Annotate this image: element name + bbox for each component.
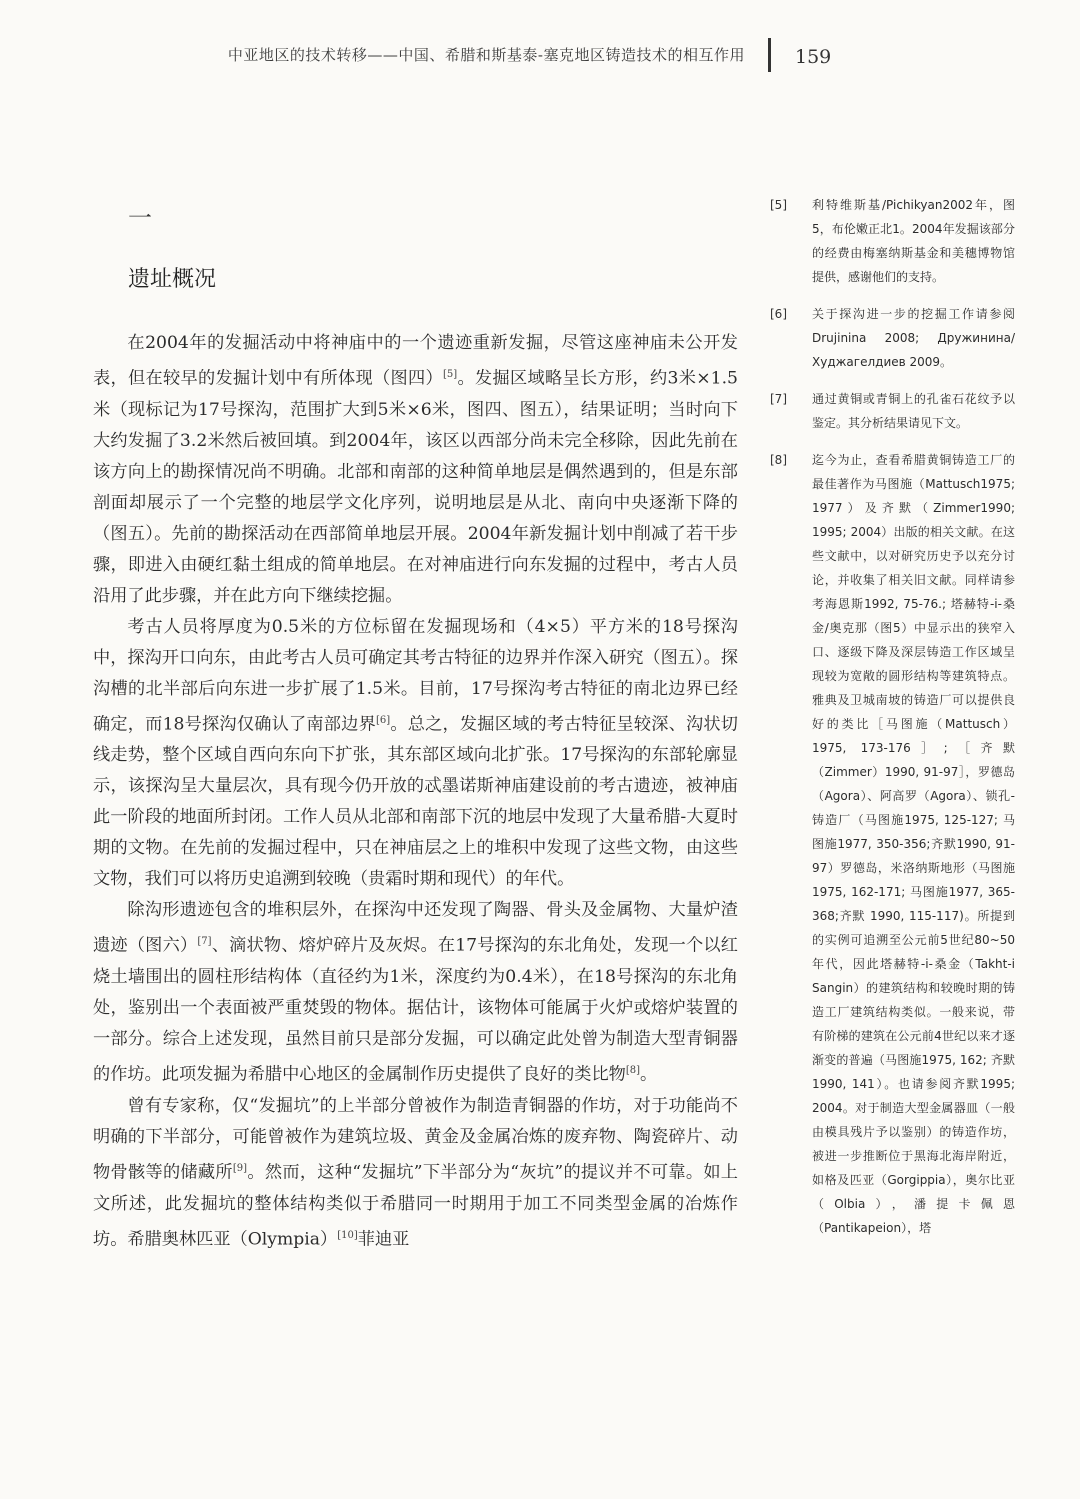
sidenote [770,193,1015,289]
sidenote [770,448,1015,1240]
footnote-ref: [6] [375,714,391,726]
paragraph-text: 除沟形遗迹包含的堆积层外，在探沟中还发现了陶器、骨头及金属物、大量炉渣遗迹（图六） [93,900,738,957]
paragraph-text: 、滴状物、熔炉碎片及灰烬。在17号探沟的东北角处，发现一个以红烧土墙围出的圆柱形结构体（直径约为1米，深度约为0.4米），在18号探沟的东北角处，鉴别出一个表面被严重焚毁的物体。据估计，该物体可能属于火炉或熔炉装置的一部分。综合上述发现，虽然目前只是部分发掘，可以确定此处曾为制造大型青铜器的作坊。此项发掘为希腊中心地区的金属制作历史提供了良好的类比物 [93,936,738,1085]
paragraph-text: 。 [640,1064,658,1085]
paragraph-text: 考古人员将厚度为0.5米的方位标留在发掘现场和（4×5）平方米的18号探沟中，探沟开口向东，由此考古人员可确定其考古特征的边界并作深入研究（图五）。探沟槽的北半部后向东进一步扩展了1.5米。目前，17号探沟考古特征的南北边界已经确定，而18号探沟仅确认了南部边界 [93,616,738,735]
body-paragraph [93,1091,738,1255]
sidenote-text: 关于探沟进一步的挖掘工作请参阅Drujinina 2008; Дружинина/Худжагелдиев 2009。 [812,307,1015,369]
sidenote-text: 利特维斯基/Pichikyan2002年，图5，布伦嫩正北1。2004年发掘该部分的经费由梅塞纳斯基金和美穗博物馆提供，感谢他们的支持。 [812,198,1015,284]
sidenote [770,302,1015,374]
main-text [93,328,738,1255]
footnote-ref: [10] [337,1229,358,1241]
paragraph-text: 在2004年的发掘活动中将神庙中的一个遗迹重新发掘，尽管这座神庙未公开发表，但在较早的发掘计划中有所体现（图四） [93,333,738,389]
sidenote-label: [5] [770,198,787,212]
section-title: 遗址概况 [128,267,217,292]
section-number: 一 [128,204,152,232]
body-paragraph [93,895,738,1090]
sidenote [770,387,1015,435]
paragraph-text: 曾有专家称，仅“发掘坑”的上半部分曾被作为制造青铜器的作坊，对于功能尚不明确的下半部分，可能曾被作为建筑垃圾、黄金及金属冶炼的废弃物、陶瓷碎片、动物骨骸等的储藏所 [93,1095,738,1183]
footnote-ref: [8] [625,1065,640,1077]
sidenote-label: [7] [770,392,787,406]
paragraph-text: 。发掘区域略呈长方形，约3米×1.5米（现标记为17号探沟，范围扩大到5米×6米，图四、图五），结果证明；当时向下大约发掘了3.2米然后被回填。到2004年，该区以西部分尚未完全移除，因此先前在该方向上的勘探情况尚不明确。北部和南部的这种简单地层是偶然遇到的，但是东部剖面却展示了一个完整的地层学文化序列，说明地层是从北、南向中央逐渐下降的（图五）。先前的勘探活动在西部简单地层开展。2004年新发掘计划中削减了若干步骤，即进入由硬红黏土组成的简单地层。在对神庙进行向东发掘的过程中，考古人员沿用了此步骤，并在此方向下继续挖掘。 [93,368,738,606]
sidenote-label: [8] [770,453,787,467]
sidenote-text: 迄今为止，查看希腊黄铜铸造工厂的最佳著作为马图施（Mattusch1975; 1977）及齐默（Zimmer1990; 1995; 2004）出版的相关文献。在这些文献中，以对研究历史予以充分讨论，并收集了相关旧文献。同样请参考海恩斯1992, 75-76.; 塔赫特-i-桑金/奥克那（图5）中显示出的狭窄入口、逐级下降及深层铸造工作区域呈现较为宽敞的圆形结构等建筑特点。雅典及卫城南坡的铸造厂可以提供良好的类比［马图施（Mattusch）1975, 173-176］;［齐默（Zimmer）1990, 91-97］，罗德岛（Agora）、阿高罗（Agora）、锁孔-铸造厂（马图施1975, 125-127; 马图施1977, 350-356;齐默1990, 91-97）罗德岛，米洛纳斯地形（马图施1975, 162-171; 马图施1977, 365-368;齐默 1990, 115-117)。所提到的实例可追溯至公元前5世纪80~50年代，因此塔赫特-i-桑金（Takht-i Sangin）的建筑结构和较晚时期的铸造工厂建筑结构类似。一般来说，带有阶梯的建筑在公元前4世纪以来才逐渐变的普遍（马图施1975, 162; 齐默1990, 141）。也请参阅齐默1995; 2004。对于制造大型金属器皿（一般由模具残片予以鉴别）的铸造作坊，被进一步推断位于黑海北海岸附近，如格及匹亚（Gorgippia），奥尔比亚（Olbia），潘提卡佩恩（Pantikapeion），塔 [812,453,1015,1235]
running-header: 中亚地区的技术转移——中国、希腊和斯基泰-塞克地区铸造技术的相互作用 [227,46,745,64]
footnote-ref: [7] [197,936,212,948]
paragraph-text: 菲迪亚 [357,1229,410,1250]
page-number: 159 [795,46,832,68]
sidenote-text: 通过黄铜或青铜上的孔雀石花纹予以鉴定。其分析结果请见下文。 [812,392,1015,430]
paragraph-text: 。然而，这种“发掘坑”下半部分为“灰坑”的提议并不可靠。如上文所述，此发掘坑的整体结构类似于希腊同一时期用于加工不同类型金属的冶炼作坊。希腊奥林匹亚（Olympia） [93,1162,738,1250]
header-divider [768,38,771,72]
body-paragraph [93,612,738,896]
sidenotes [770,193,1015,1253]
body-paragraph [93,328,738,612]
sidenote-label: [6] [770,307,787,321]
footnote-ref: [9] [232,1162,248,1174]
footnote-ref: [5] [443,369,458,380]
paragraph-text: 。总之，发掘区域的考古特征呈较深、沟状切线走势，整个区域自西向东向下扩张，其东部区域向北扩张。17号探沟的东部轮廓显示，该探沟呈大量层次，具有现今仍开放的忒墨诺斯神庙建设前的考古遗迹，被神庙此一阶段的地面所封闭。工作人员从北部和南部下沉的地层中发现了大量希腊-大夏时期的文物。在先前的发掘过程中，只在神庙层之上的堆积中发现了这些文物，由这些文物，我们可以将历史追溯到较晚（贵霜时期和现代）的年代。 [93,714,738,890]
